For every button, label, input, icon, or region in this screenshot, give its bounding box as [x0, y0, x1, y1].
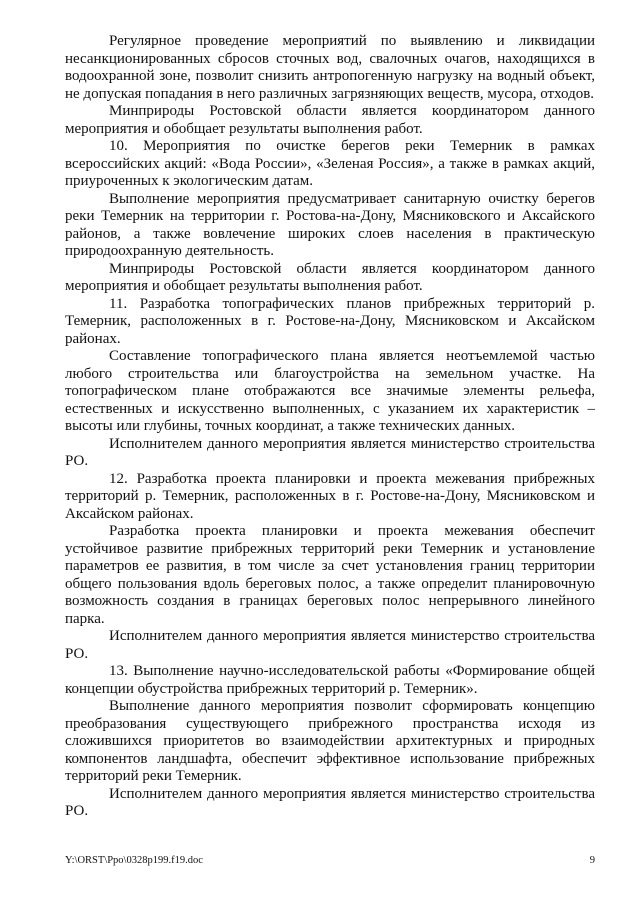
paragraph: Выполнение мероприятия предусматривает санитарную очистку берегов реки Темерник на территории г. Ростова-на-Дону, Мясниковского и Аксайского районов, а также вовлечение широких слоев населения в практическую природоохранную деятельность. [65, 190, 595, 259]
paragraph: 11. Разработка топографических планов прибрежных территорий р. Темерник, расположенных в г. Ростове-на-Дону, Мясниковском и Аксайском районах. [65, 295, 595, 347]
page-number: 9 [589, 855, 595, 866]
paragraph: 12. Разработка проекта планировки и проекта межевания прибрежных территорий р. Темерник, расположенных в г. Ростове-на-Дону, Мясниковском и Аксайском районах. [65, 470, 595, 522]
paragraph: 13. Выполнение научно-исследовательской работы «Формирование общей концепции обустройства прибрежных территорий р. Темерник». [65, 663, 595, 697]
paragraph: Регулярное проведение мероприятий по выявлению и ликвидации несанкционированных сбросов сточных вод, свалочных очагов, находящихся в водоохранной зоне, позволит снизить антропогенную нагрузку на водный объект, не допуская попадания в него различных загрязняющих веществ, мусора, отходов. [65, 33, 595, 102]
paragraph: Разработка проекта планировки и проекта межевания обеспечит устойчивое развитие прибрежных территорий реки Темерник и установление параметров ее развития, в том числе за счет установления границ территории общего пользования вдоль береговых полос, а также определит планировочную возможность создания в границах береговых полос непрерывного линейного парка. [65, 523, 595, 627]
paragraph: Минприроды Ростовской области является координатором данного мероприятия и обобщает результаты выполнения работ. [65, 103, 595, 137]
file-path: Y:\ORST\Ppo\0328p199.f19.doc [65, 855, 203, 866]
paragraph: Исполнителем данного мероприятия является министерство строительства РО. [65, 785, 595, 819]
paragraph: Исполнителем данного мероприятия является министерство строительства РО. [65, 435, 595, 469]
paragraph: Составление топографического плана является неотъемлемой частью любого строительства или благоустройства на земельном участке. На топографическом плане отображаются все значимые элементы рельефа, естественных и искусственно выполненных, с указанием их характеристик – высоты или глубины, точных координат, а также технических данных. [65, 348, 595, 434]
paragraph: Исполнителем данного мероприятия является министерство строительства РО. [65, 628, 595, 662]
paragraph: 10. Мероприятия по очистке берегов реки Темерник в рамках всероссийских акций: «Вода России», «Зеленая Россия», а также в рамках акций, приуроченных к экологическим датам. [65, 138, 595, 189]
paragraph: Минприроды Ростовской области является координатором данного мероприятия и обобщает результаты выполнения работ. [65, 260, 595, 294]
paragraph: Выполнение данного мероприятия позволит сформировать концепцию преобразования существующего прибрежного пространства исходя из сложившихся приоритетов во взаимодействии архитектурных и природных компонентов ландшафта, обеспечит эффективное использование прибрежных территорий реки Темерник. [65, 698, 595, 784]
document-body [65, 33, 595, 821]
